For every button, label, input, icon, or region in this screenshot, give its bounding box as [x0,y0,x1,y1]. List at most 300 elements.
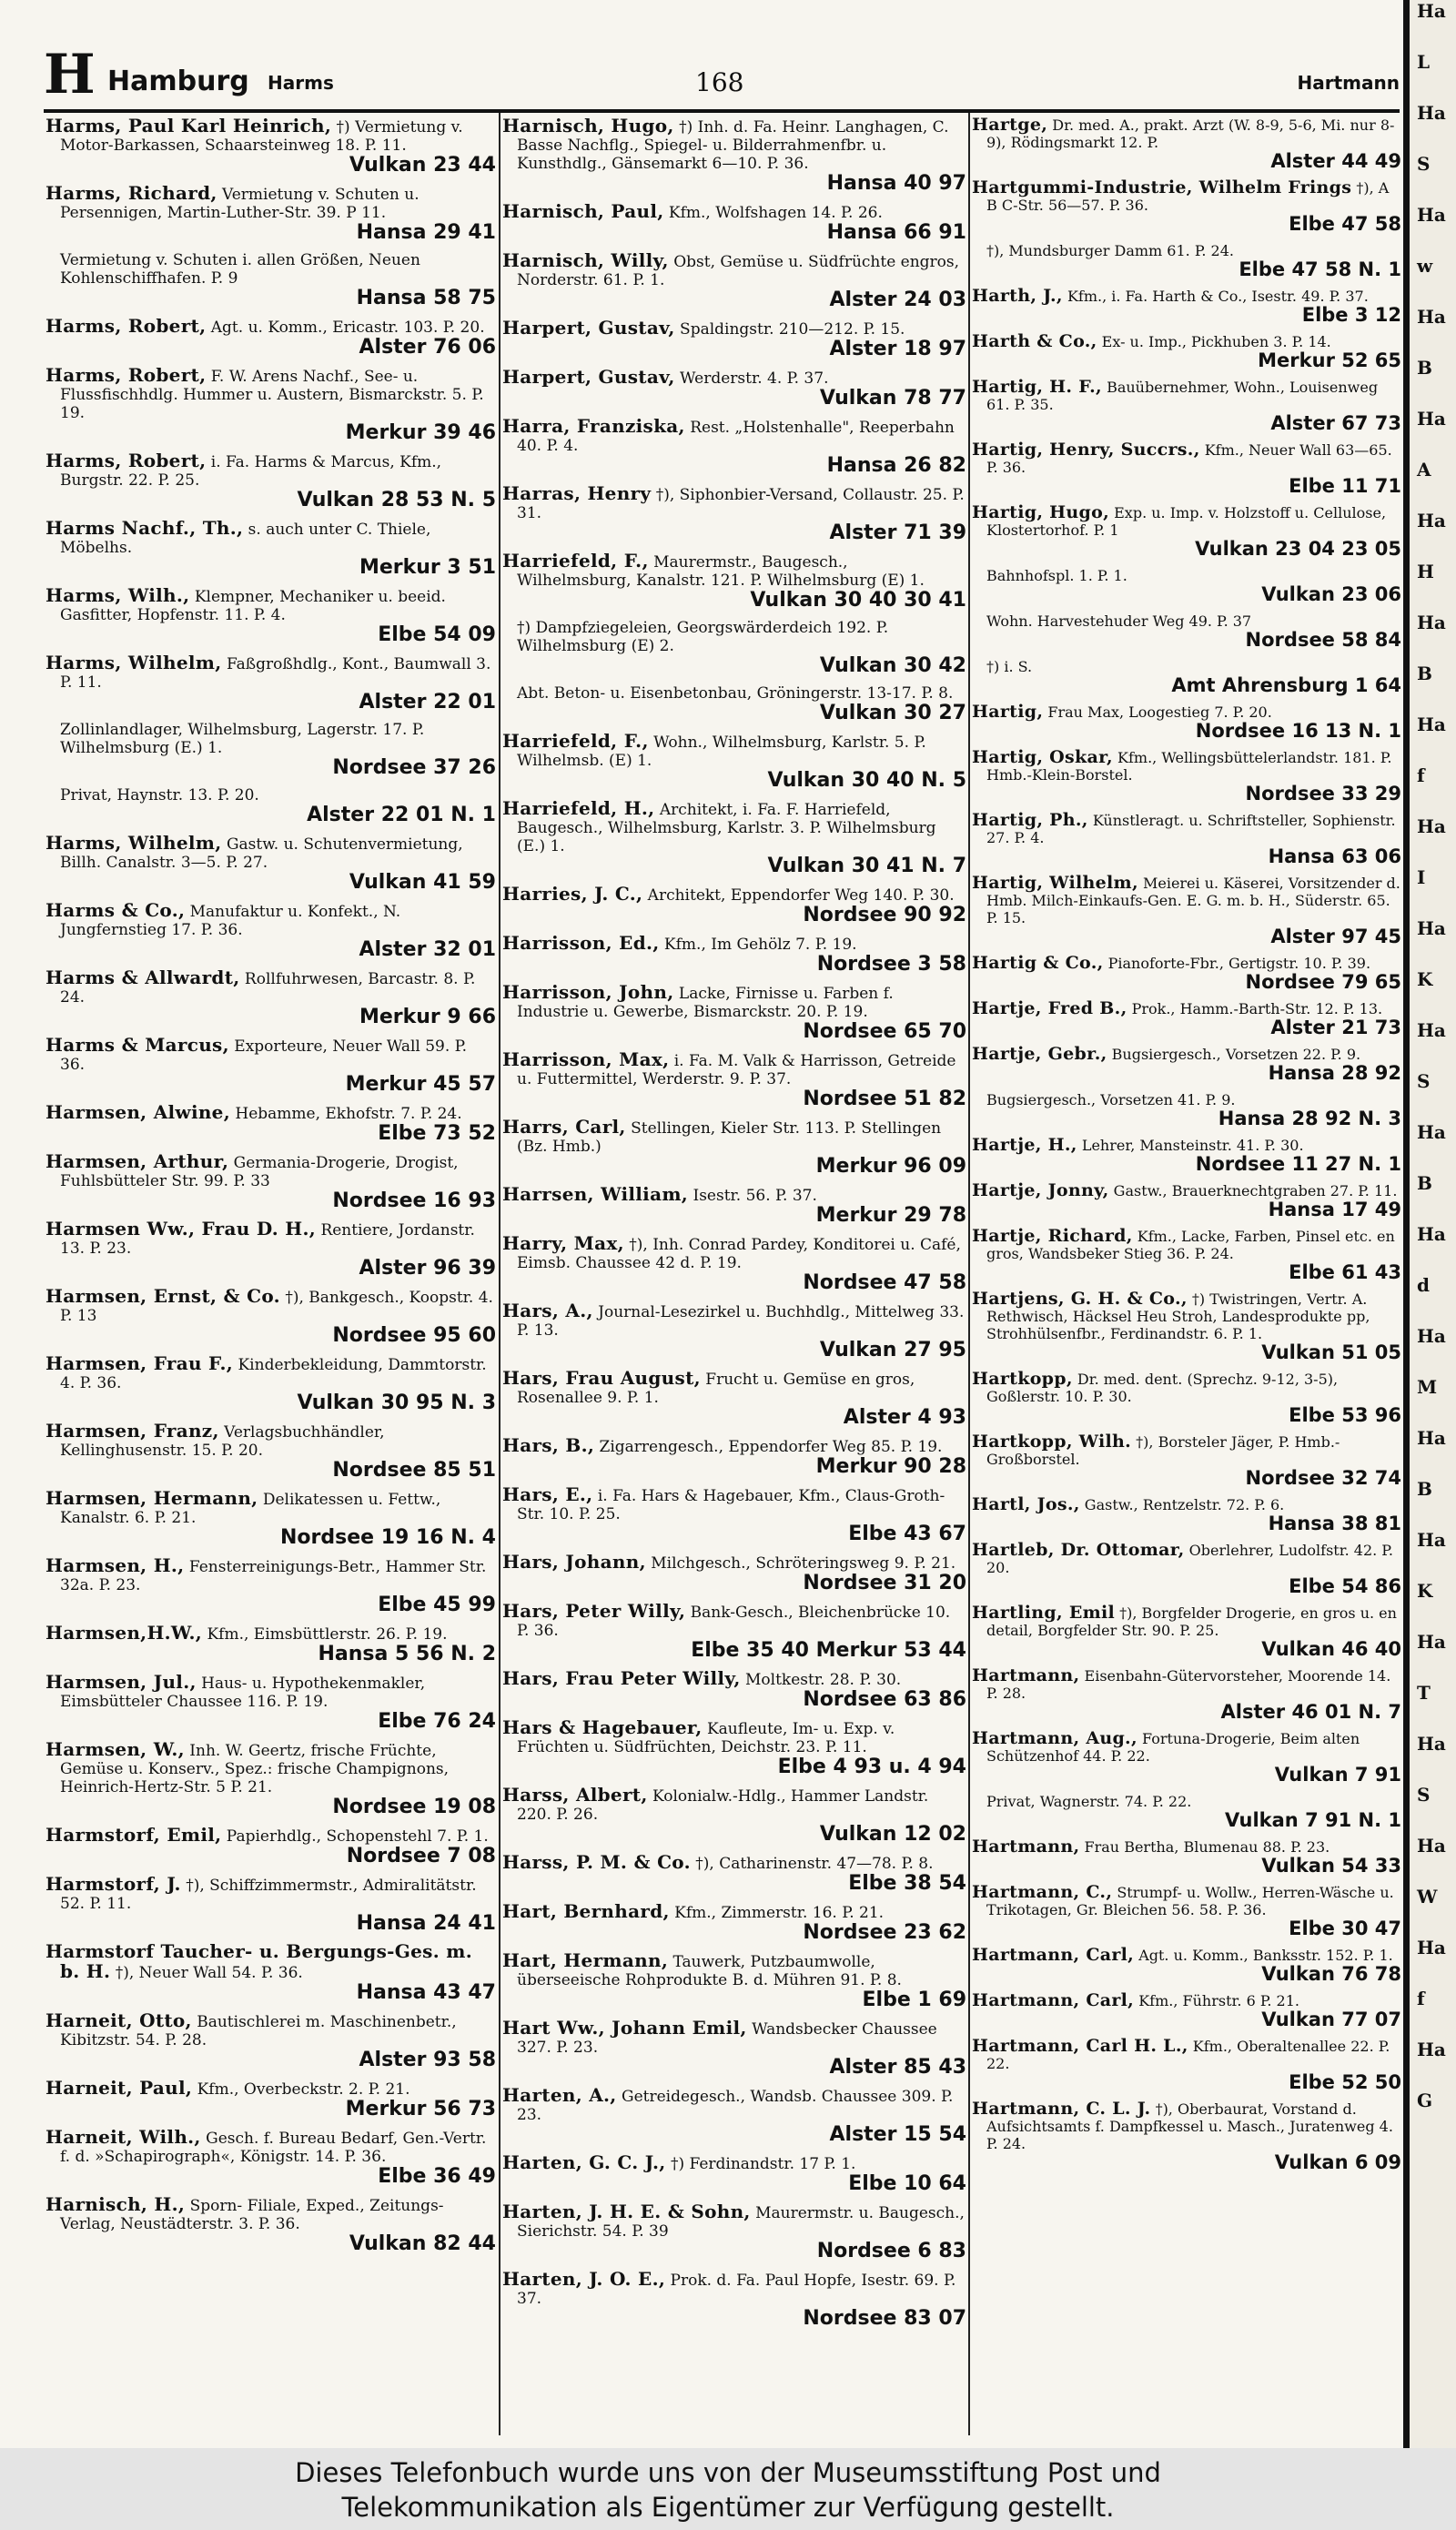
telephone-line: Hansa 29 41 [356,221,496,244]
entry-details: s. auch unter C. Thiele, Möbelhs. [60,521,431,557]
entry-name: Hartig & Co., [972,953,1104,973]
telephone-line: Alster 18 97 [829,338,966,360]
entry-details: Kfm., Wellingsbüttelerlandstr. 181. P. Hmb.-Klein-Borstel. [986,749,1392,784]
edge-fragment: w [1417,255,1433,277]
directory-entry [46,251,496,309]
telephone-line: Nordsee 85 51 [332,1459,496,1482]
telephone-line: Vulkan 27 95 [819,1339,966,1361]
directory-entry [46,1556,496,1616]
telephone-line: Elbe 30 47 [1289,1918,1401,1939]
directory-entry [502,1602,966,1662]
entry-details: Stellingen, Kieler Str. 113. P. Stellingen (Bz. Hmb.) [517,1119,942,1156]
directory-entry [502,1786,966,1846]
telephone-line: Merkur 56 73 [345,2098,496,2120]
entry-name: Harmsen, H., [46,1554,185,1576]
footer-notice [0,2448,1456,2530]
directory-entry [502,1669,966,1711]
telephone-line: Alster 4 93 [843,1406,966,1429]
telephone-line: Nordsee 19 16 N. 4 [279,1526,496,1549]
entry-name: Harms, Robert, [46,450,207,471]
entry-details: Pianoforte-Fbr., Gertigstr. 10. P. 39. [1107,955,1371,972]
entry-details: †), Neuer Wall 54. P. 36. [115,1964,303,1982]
directory-entry [46,834,496,894]
edge-fragment: S [1417,153,1431,175]
entry-name: Harriefeld, F., [502,550,649,572]
entry-name: Harrsen, William, [502,1183,689,1205]
directory-entry [46,1152,496,1212]
edge-fragment: Ha [1417,1835,1446,1857]
entry-name: Harmsen, Alwine, [46,1101,230,1123]
directory-entry [972,612,1401,651]
entry-name: Hartmann, C., [972,1882,1113,1902]
entry-name: Harnisch, Willy, [502,249,669,271]
entry-name: Harmsen, W., [46,1738,185,1760]
column-1 [46,116,496,2433]
entry-details: †), Catharinenstr. 47—78. P. 8. [695,1855,934,1873]
entry-details: Klempner, Mechaniker u. beeid. Gasfitter, Hopfenstr. 11. P. 4. [60,588,446,624]
telephone-line: Hansa 63 06 [1268,845,1401,867]
edge-fragment: Ha [1417,204,1446,226]
entry-details: i. Fa. Harms & Marcus, Kfm., Burgstr. 22. P. 25. [60,453,442,490]
entry-details: †) i. S. [986,658,1033,675]
entry-details: †), A B C-Str. 56—57. P. 36. [986,179,1390,214]
directory-entry [972,1046,1401,1084]
telephone-line: Nordsee 95 60 [332,1324,496,1347]
telephone-line: Elbe 43 67 [848,1523,966,1545]
telephone-line: Elbe 53 96 [1289,1404,1401,1426]
directory-entry [972,179,1401,235]
entry-details: Gastw., Rentzelstr. 72. P. 6. [1084,1496,1285,1513]
telephone-line: Elbe 76 24 [378,1710,496,1733]
entry-details: Vermietung v. Schuten u. Persennigen, Martin-Luther-Str. 39. P 11. [60,186,420,222]
telephone-line: Nordsee 65 70 [803,1020,966,1043]
directory-entry [502,251,966,311]
entry-name: Hars & Hagebauer, [502,1716,703,1738]
edge-fragment: T [1417,1682,1431,1704]
section-letter: H [44,43,96,106]
entry-name: Harms & Co., [46,899,186,921]
directory-entry [972,1730,1401,1786]
entry-details: Gesch. f. Bureau Bedarf, Gen.-Vertr. f. d. »Schapirograph«, Königstr. 14. P. 36. [60,2130,487,2166]
entry-details: Exporteure, Neuer Wall 59. P. 36. [60,1037,468,1074]
telephone-line: Hansa 17 49 [1268,1199,1401,1220]
directory-entry [502,2153,966,2195]
entry-name: Hart, Hermann, [502,1949,669,1971]
edge-fragment: Ha [1417,510,1446,531]
directory-entry [972,2038,1401,2093]
directory-entry [972,1228,1401,1283]
directory-entry [972,2100,1401,2173]
entry-name: Harms, Robert, [46,364,207,386]
directory-entry [972,658,1401,696]
entry-details: Haus- u. Hypothekenmakler, Eimsbütteler Chaussee 116. P. 19. [60,1675,426,1711]
directory-entry [502,319,966,360]
directory-entry [972,1371,1401,1426]
entry-details: Privat, Wagnerstr. 74. P. 22. [986,1793,1192,1810]
entry-details: Papierhdlg., Schopenstehl 7. P. 1. [226,1827,489,1846]
directory-entry [972,242,1401,280]
entry-details: Sporn- Filiale, Exped., Zeitungs-Verlag, Neustädterstr. 3. P. 36. [60,2197,444,2233]
telephone-line: Nordsee 16 93 [332,1189,496,1212]
telephone-line: Alster 97 45 [1270,926,1401,947]
entry-name: Harmsen, Hermann, [46,1487,258,1509]
directory-entry [46,968,496,1028]
edge-fragment: Ha [1417,1427,1446,1449]
entry-name: Hartmann, Carl, [972,1990,1135,2010]
telephone-line: Alster 67 73 [1270,412,1401,434]
directory-entry [46,116,496,177]
edge-fragment: d [1417,1274,1430,1296]
entry-details: Rest. „Holstenhalle", Reeperbahn 40. P. 4. [517,419,955,455]
directory-entry [502,1485,966,1545]
directory-entry [46,2195,496,2255]
entry-name: Hartje, Jonny, [972,1180,1109,1200]
directory-entry [46,451,496,511]
entry-name: Hartje, Fred B., [972,998,1127,1018]
telephone-line: Vulkan 30 40 N. 5 [767,769,966,792]
telephone-line: Alster 46 01 N. 7 [1220,1701,1401,1723]
telephone-line: Merkur 45 57 [345,1073,496,1096]
telephone-line: Vulkan 30 27 [819,702,966,724]
entry-name: Hartling, Emil [972,1603,1116,1623]
entry-details: Inh. W. Geertz, frische Früchte, Gemüse u. Konserv., Spez.: frische Champignons, Heinrich-Hertz-Str. 5 P. 21. [60,1742,450,1796]
edge-fragment: Ha [1417,1733,1446,1755]
first-entry-guide: Harms [268,72,334,94]
directory-entry [502,116,966,195]
edge-fragment: B [1417,1172,1432,1194]
entry-details: i. Fa. M. Valk & Harrisson, Getreide u. Futtermittel, Werderstr. 9. P. 37. [517,1052,956,1088]
directory-entry [502,983,966,1043]
telephone-line: Elbe 47 58 [1289,213,1401,235]
entry-details: Kfm., Führstr. 6 P. 21. [1138,1992,1299,2009]
directory-entry [502,1553,966,1594]
telephone-line: Merkur 52 65 [1258,349,1401,371]
directory-entry [46,366,496,444]
telephone-line: Vulkan 30 42 [819,654,966,677]
entry-details: †), Borgfelder Drogerie, en gros u. en detail, Borgfelder Str. 90. P. 25. [986,1604,1397,1639]
entry-details: Kfm., Oberaltenallee 22. P. 22. [986,2038,1390,2072]
telephone-line: Nordsee 33 29 [1245,783,1401,805]
telephone-line: Hansa 24 41 [356,1912,496,1935]
entry-details: Architekt, i. Fa. F. Harriefeld, Baugesch., Wilhelmsburg, Karlstr. 3. P. Wilhelmsburg (E.) 1. [517,801,936,855]
entry-details: Gastw. u. Schutenvermietung, Billh. Canalstr. 3—5. P. 27. [60,835,463,872]
entry-name: Hars, A., [502,1300,593,1321]
entry-details: Bauübernehmer, Wohn., Louisenweg 61. P. 35. [986,379,1379,413]
entry-details: Kaufleute, Im- u. Exp. v. Früchten u. Südfrüchten, Deichstr. 23. P. 11. [517,1720,895,1756]
edge-fragment: K [1417,1580,1433,1602]
edge-fragment: Ha [1417,917,1446,939]
directory-entry [972,1182,1401,1220]
telephone-line: Vulkan 82 44 [349,2232,496,2255]
telephone-line: Nordsee 23 62 [803,1921,966,1944]
telephone-line: Alster 15 54 [829,2123,966,2146]
entry-name: Harms & Marcus, [46,1034,229,1056]
entry-name: Harms, Paul Karl Heinrich, [46,116,332,137]
entry-details: Oberlehrer, Ludolfstr. 42. P. 20. [986,1542,1393,1576]
telephone-line: Alster 96 39 [359,1257,496,1280]
entry-name: Harms, Wilh., [46,584,190,606]
telephone-line: Elbe 52 50 [1289,2071,1401,2093]
telephone-line: Alster 85 43 [829,2056,966,2079]
telephone-line: Alster 22 01 N. 1 [307,804,496,826]
entry-details: Werderstr. 4. P. 37. [680,369,829,388]
entry-name: Harnisch, Hugo, [502,116,674,137]
entry-name: Hartje, Gebr., [972,1044,1107,1064]
footer-line-1: Dieses Telefonbuch wurde uns von der Museumsstiftung Post und [295,2457,1161,2488]
entry-details: Kfm., i. Fa. Harth & Co., Isestr. 49. P. 37. [1067,288,1369,305]
telephone-line: Nordsee 37 26 [332,756,496,779]
entry-name: Harriefeld, H., [502,797,655,819]
entry-details: †) Dampfziegeleien, Georgswärderdeich 192. P. Wilhelmsburg (E) 2. [517,619,889,655]
directory-entry [502,619,966,677]
entry-details: Rollfuhrwesen, Barcastr. 8. P. 24. [60,970,476,1007]
edge-fragment: H [1417,561,1434,582]
directory-entry [972,749,1401,805]
entry-details: Kinderbekleidung, Dammtorstr. 4. P. 36. [60,1356,487,1392]
directory-entry [502,202,966,244]
entry-name: Hartje, Richard, [972,1226,1133,1246]
directory-entry [46,586,496,646]
entry-name: Harmsen Ww., Frau D. H., [46,1218,317,1240]
telephone-line: Elbe 1 69 [862,1989,966,2011]
directory-entry [46,1489,496,1549]
entry-name: Harten, J. O. E., [502,2268,666,2290]
directory-entry [502,417,966,477]
telephone-line: Elbe 54 86 [1289,1575,1401,1597]
entry-details: †), Mundsburger Damm 61. P. 24. [986,242,1234,259]
directory-entry [46,2128,496,2188]
telephone-line: Vulkan 78 77 [819,387,966,410]
entry-details: Eisenbahn-Gütervorsteher, Moorende 14. P. 28. [986,1667,1391,1702]
entry-name: Hart Ww., Johann Emil, [502,2017,747,2039]
directory-entry [46,1875,496,1935]
entry-name: Hartmann, [972,1665,1080,1685]
telephone-line: Elbe 11 71 [1289,475,1401,497]
directory-entry [972,812,1401,867]
directory-entry [502,2202,966,2262]
telephone-line: Hansa 40 97 [826,172,966,195]
entry-details: Zigarrengesch., Eppendorfer Weg 85. P. 19. [599,1438,943,1456]
telephone-line: Elbe 73 52 [378,1122,496,1145]
directory-entry [502,2086,966,2146]
directory-entry [502,732,966,792]
edge-fragment: G [1417,2090,1433,2111]
entry-details: Fensterreinigungs-Betr., Hammer Str. 32a. P. 23. [60,1558,487,1594]
entry-details: Prok., Hamm.-Barth-Str. 12. P. 13. [1131,1000,1383,1017]
directory-entry [972,1496,1401,1534]
entry-details: Obst, Gemüse u. Südfrüchte engros, Norderstr. 61. P. 1. [517,253,960,289]
directory-entry [972,1793,1401,1831]
edge-fragment: Ha [1417,1529,1446,1551]
telephone-line: Vulkan 51 05 [1261,1341,1401,1363]
telephone-line: Elbe 3 12 [1301,304,1401,326]
telephone-line: Alster 32 01 [359,938,496,961]
directory-entry [502,684,966,724]
directory-entry [46,1942,496,2004]
telephone-line: Nordsee 31 20 [803,1572,966,1594]
entry-name: Hartig, Hugo, [972,502,1110,522]
directory-entry [502,1951,966,2011]
directory-entry [502,885,966,926]
entry-details: †), Borsteler Jäger, P. Hmb.-Großborstel. [986,1433,1340,1468]
entry-details: Delikatessen u. Fettw., Kanalstr. 6. P. 21. [60,1491,441,1527]
directory-entry [502,934,966,976]
entry-details: Privat, Haynstr. 13. P. 20. [60,786,259,805]
last-entry-guide: Hartmann [1297,72,1400,94]
directory-entry [972,1604,1401,1660]
telephone-line: Elbe 61 43 [1289,1261,1401,1283]
entry-name: Harpert, Gustav, [502,317,675,339]
entry-details: Tauwerk, Putzbaumwolle, überseeische Rohprodukte B. d. Mühren 91. P. 8. [517,1953,902,1989]
entry-name: Hart, Bernhard, [502,1900,670,1922]
telephone-line: Merkur 90 28 [815,1455,966,1478]
entry-name: Hartig, Ph., [972,810,1088,830]
directory-entry [502,1853,966,1895]
entry-details: †), Oberbaurat, Vorstand d. Aufsichtsamts f. Dampfkessel u. Masch., Juratenweg 4. P. 24. [986,2100,1393,2152]
entry-details: Kfm., Overbeckstr. 2. P. 21. [197,2080,410,2099]
entry-name: Harnisch, Paul, [502,200,664,222]
directory-entry [972,703,1401,742]
entry-details: Rentiere, Jordanstr. 13. P. 23. [60,1221,475,1258]
directory-entry [502,2019,966,2079]
directory-entry [502,2270,966,2330]
telephone-line: Vulkan 7 91 [1274,1764,1401,1786]
entry-details: Moltkestr. 28. P. 30. [745,1671,902,1689]
directory-entry [972,567,1401,605]
telephone-line: Vulkan 23 06 [1261,583,1401,605]
telephone-line: Nordsee 90 92 [803,904,966,926]
telephone-line: Vulkan 54 33 [1261,1855,1401,1877]
directory-entry [46,653,496,713]
directory-entry [502,1185,966,1227]
entry-details: Kfm., Neuer Wall 63—65. P. 36. [986,441,1392,476]
directory-entry [46,721,496,779]
entry-name: Hartkopp, [972,1369,1073,1389]
telephone-line: Nordsee 51 82 [803,1088,966,1110]
telephone-line: Hansa 58 75 [356,287,496,309]
entry-details: Dr. med. dent. (Sprechz. 9-12, 3-5), Goßlerstr. 10. P. 30. [986,1371,1339,1405]
entry-name: Hartmann, C. L. J. [972,2099,1151,2119]
directory-entry [502,1718,966,1778]
entry-details: Getreidegesch., Wandsb. Chaussee 309. P. 23. [517,2088,954,2124]
directory-entry [972,1667,1401,1723]
entry-name: Harmsen, Frau F., [46,1352,234,1374]
entry-details: †), Siphonbier-Versand, Collaustr. 25. P. 31. [517,486,965,522]
entry-name: Hars, Frau August, [502,1367,701,1389]
telephone-line: Merkur 29 78 [815,1204,966,1227]
edge-fragment: S [1417,1784,1431,1806]
edge-fragment: Ha [1417,1325,1446,1347]
entry-details: Architekt, Eppendorfer Weg 140. P. 30. [647,886,955,905]
telephone-line: Vulkan 30 40 30 41 [750,589,966,612]
directory-entry [502,1234,966,1294]
edge-fragment: W [1417,1886,1438,1908]
telephone-line: Vulkan 7 91 N. 1 [1225,1809,1401,1831]
telephone-line: Vulkan 23 44 [349,154,496,177]
entry-name: Harss, P. M. & Co. [502,1851,691,1873]
entry-details: Kfm., Zimmerstr. 16. P. 21. [674,1904,885,1922]
entry-name: Harmstorf, Emil, [46,1824,222,1846]
entry-details: Frau Max, Loogestieg 7. P. 20. [1047,703,1272,721]
directory-entry [46,1036,496,1096]
directory-entry [46,786,496,826]
entry-name: Hartleb, Dr. Ottomar, [972,1540,1185,1560]
entry-name: Harmsen, Ernst, & Co. [46,1285,280,1307]
directory-entry [972,1091,1401,1129]
edge-fragment: Ha [1417,1937,1446,1958]
directory-entry [972,379,1401,434]
entry-name: Hartig, Henry, Succrs., [972,440,1200,460]
edge-fragment: Ha [1417,102,1446,124]
entry-details: Bank-Gesch., Bleichenbrücke 10. P. 36. [517,1604,951,1640]
entry-name: Harneit, Paul, [46,2077,193,2099]
telephone-line: Merkur 96 09 [815,1155,966,1178]
directory-entry [972,1947,1401,1985]
telephone-line: Merkur 39 46 [345,421,496,444]
entry-name: Harms, Richard, [46,182,217,204]
entry-details: †) Twistringen, Vertr. A. Rethwisch, Häcksel Heu Stroh, Landesprodukte pp, Strohhülsenfbr., Ferdinandstr. 6. P. 1. [986,1290,1370,1342]
entry-name: Hartmann, [972,1837,1080,1857]
city-heading: Hamburg [107,66,249,97]
telephone-line: Amt Ahrensburg 1 64 [1171,674,1401,696]
entry-details: †) Ferdinandstr. 17 P. 1. [670,2155,856,2173]
edge-fragment: Ha [1417,713,1446,735]
telephone-line: Alster 24 03 [829,288,966,311]
entry-name: Harth, J., [972,286,1063,306]
entry-details: Fortuna-Drogerie, Beim alten Schützenhof 44. P. 22. [986,1730,1360,1765]
directory-entry [972,1542,1401,1597]
telephone-line: Elbe 54 09 [378,623,496,646]
telephone-line: Alster 21 73 [1270,1017,1401,1038]
telephone-line: Merkur 9 66 [359,1006,496,1028]
directory-entry [46,1422,496,1482]
entry-details: Frau Bertha, Blumenau 88. P. 23. [1084,1838,1330,1856]
telephone-line: Hansa 5 56 N. 2 [318,1643,496,1665]
entry-details: Strumpf- u. Wollw., Herren-Wäsche u. Trikotagen, Gr. Bleichen 56. 58. P. 36. [986,1884,1394,1918]
directory-entry [46,2079,496,2120]
entry-details: Dr. med. A., prakt. Arzt (W. 8-9, 5-6, Mi. nur 8-9), Rödingsmarkt 12. P. [986,116,1395,151]
telephone-line: Alster 71 39 [829,521,966,544]
telephone-line: Vulkan 76 78 [1261,1963,1401,1985]
entry-name: Harneit, Wilh., [46,2126,201,2148]
telephone-line: Vulkan 12 02 [819,1823,966,1846]
entry-name: Harten, J. H. E. & Sohn, [502,2201,751,2222]
directory-entry [972,875,1401,947]
edge-fragment: B [1417,1478,1432,1500]
entry-details: Wohn. Harvestehuder Weg 49. P. 37 [986,612,1252,630]
telephone-line: Vulkan 30 95 N. 3 [297,1392,496,1414]
directory-entry [502,368,966,410]
entry-name: Harrisson, John, [502,981,674,1003]
edge-fragment: Ha [1417,408,1446,430]
directory-entry [972,1290,1401,1363]
entry-name: Harmsen,H.W., [46,1622,203,1644]
entry-name: Harries, J. C., [502,883,643,905]
telephone-line: Vulkan 28 53 N. 5 [297,489,496,511]
entry-name: Harmsen, Franz, [46,1420,219,1442]
directory-entry [972,333,1401,371]
edge-fragment: I [1417,866,1426,888]
entry-name: Harneit, Otto, [46,2009,192,2031]
directory-entry [502,799,966,877]
edge-fragment: L [1417,51,1431,73]
entry-name: Harriefeld, F., [502,730,649,752]
edge-fragment: Ha [1417,1631,1446,1653]
entry-details: Faßgroßhdlg., Kont., Baumwall 3. P. 11. [60,655,491,692]
entry-details: Wandsbecker Chaussee 327. P. 23. [517,2020,937,2057]
entry-details: Agt. u. Komm., Ericastr. 103. P. 20. [210,319,485,337]
directory-entry [46,519,496,579]
